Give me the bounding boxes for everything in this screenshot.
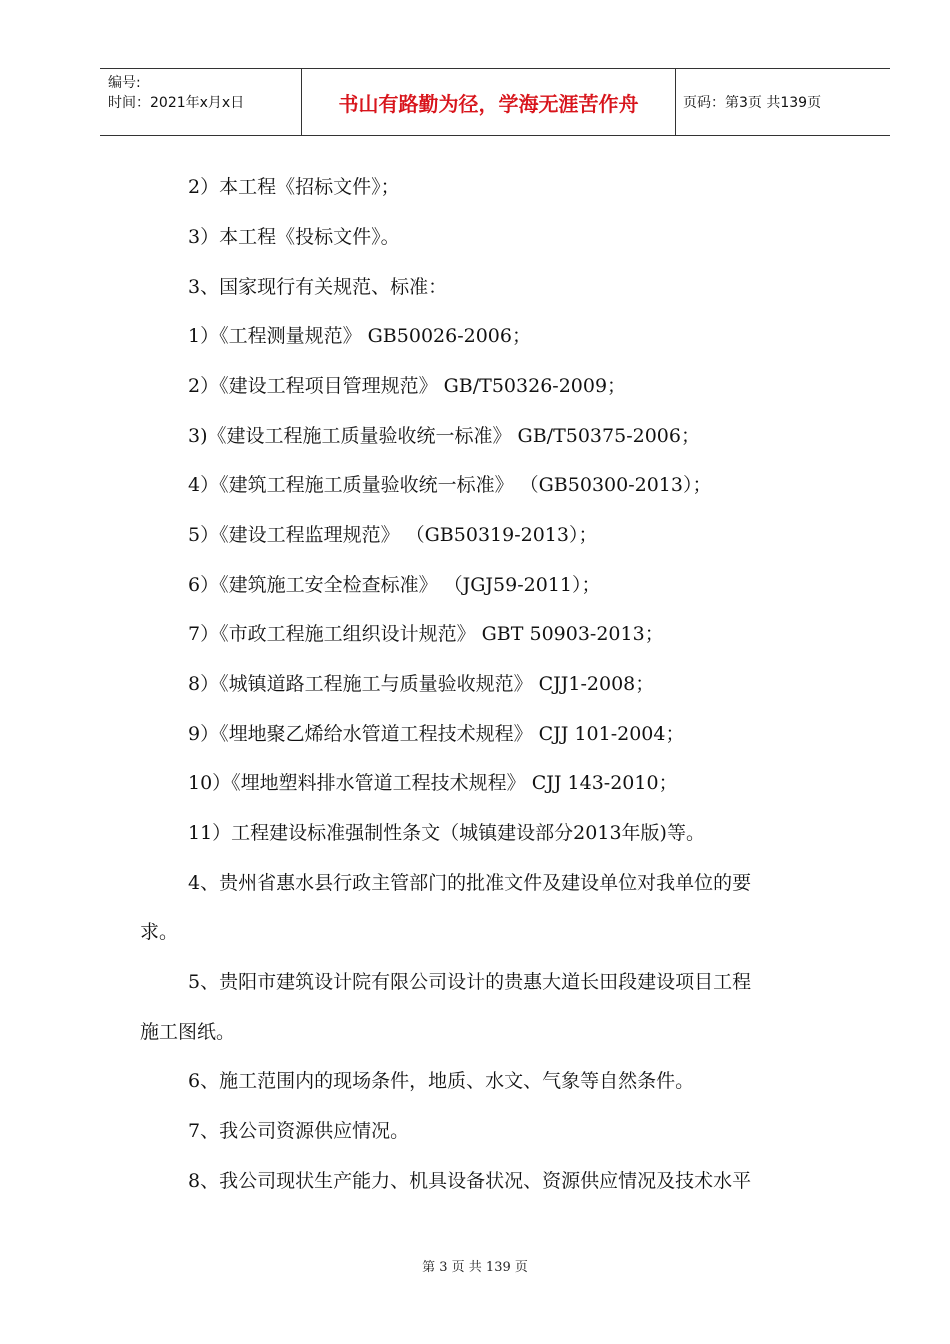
section-heading: 3、国家现行有关规范、标准： [188, 276, 448, 298]
body-line: 5）《建设工程监理规范》 （GB50319-2013）； [188, 524, 598, 546]
body-line: 11）工程建设标准强制性条文（城镇建设部分2013年版)等。 [188, 822, 705, 844]
body-line: 2）本工程《招标文件》； [188, 176, 400, 198]
page-footer: 第 3 页 共 139 页 [422, 1260, 528, 1275]
header-divider [675, 69, 676, 135]
body-line: 10）《埋地塑料排水管道工程技术规程》 CJJ 143-2010； [188, 772, 678, 794]
body-line: 8）《城镇道路工程施工与质量验收规范》 CJJ1-2008； [188, 673, 655, 695]
document-number-label: 编号: [108, 75, 141, 91]
header-motto: 书山有路勤为径，学海无涯苦作舟 [338, 91, 639, 116]
body-line: 9）《埋地聚乙烯给水管道工程技术规程》 CJJ 101-2004； [188, 723, 685, 745]
header-page-info: 页码：第3页 共139页 [683, 95, 822, 111]
section-heading: 4、贵州省惠水县行政主管部门的批准文件及建设单位对我单位的要 [188, 872, 752, 894]
body-line: 2）《建设工程项目管理规范》 GB/T50326-2009； [188, 375, 627, 397]
header-meta [108, 73, 244, 113]
section-heading: 5、贵阳市建筑设计院有限公司设计的贵惠大道长田段建设项目工程 [188, 971, 752, 993]
body-line: 7）《市政工程施工组织设计规范》 GBT 50903-2013； [188, 623, 664, 645]
section-heading: 7、我公司资源供应情况。 [188, 1120, 410, 1142]
body-line: 3)《建设工程施工质量验收统一标准》 GB/T50375-2006； [188, 425, 700, 447]
body-line-continuation: 施工图纸。 [140, 1021, 236, 1043]
section-heading: 8、我公司现状生产能力、机具设备状况、资源供应情况及技术水平 [188, 1170, 752, 1192]
body-line: 4）《建筑工程施工质量验收统一标准》 （GB50300-2013）； [188, 474, 712, 496]
page-header [100, 68, 890, 136]
section-heading: 6、施工范围内的现场条件，地质、水文、气象等自然条件。 [188, 1070, 695, 1092]
body-line: 1）《工程测量规范》 GB50026-2006； [188, 325, 531, 347]
document-date: 时间：2021年x月x日 [108, 95, 245, 111]
body-line: 6）《建筑施工安全检查标准》 （JGJ59-2011）； [188, 574, 601, 596]
body-line: 3）本工程《投标文件》。 [188, 226, 400, 248]
body-line-continuation: 求。 [140, 921, 179, 943]
